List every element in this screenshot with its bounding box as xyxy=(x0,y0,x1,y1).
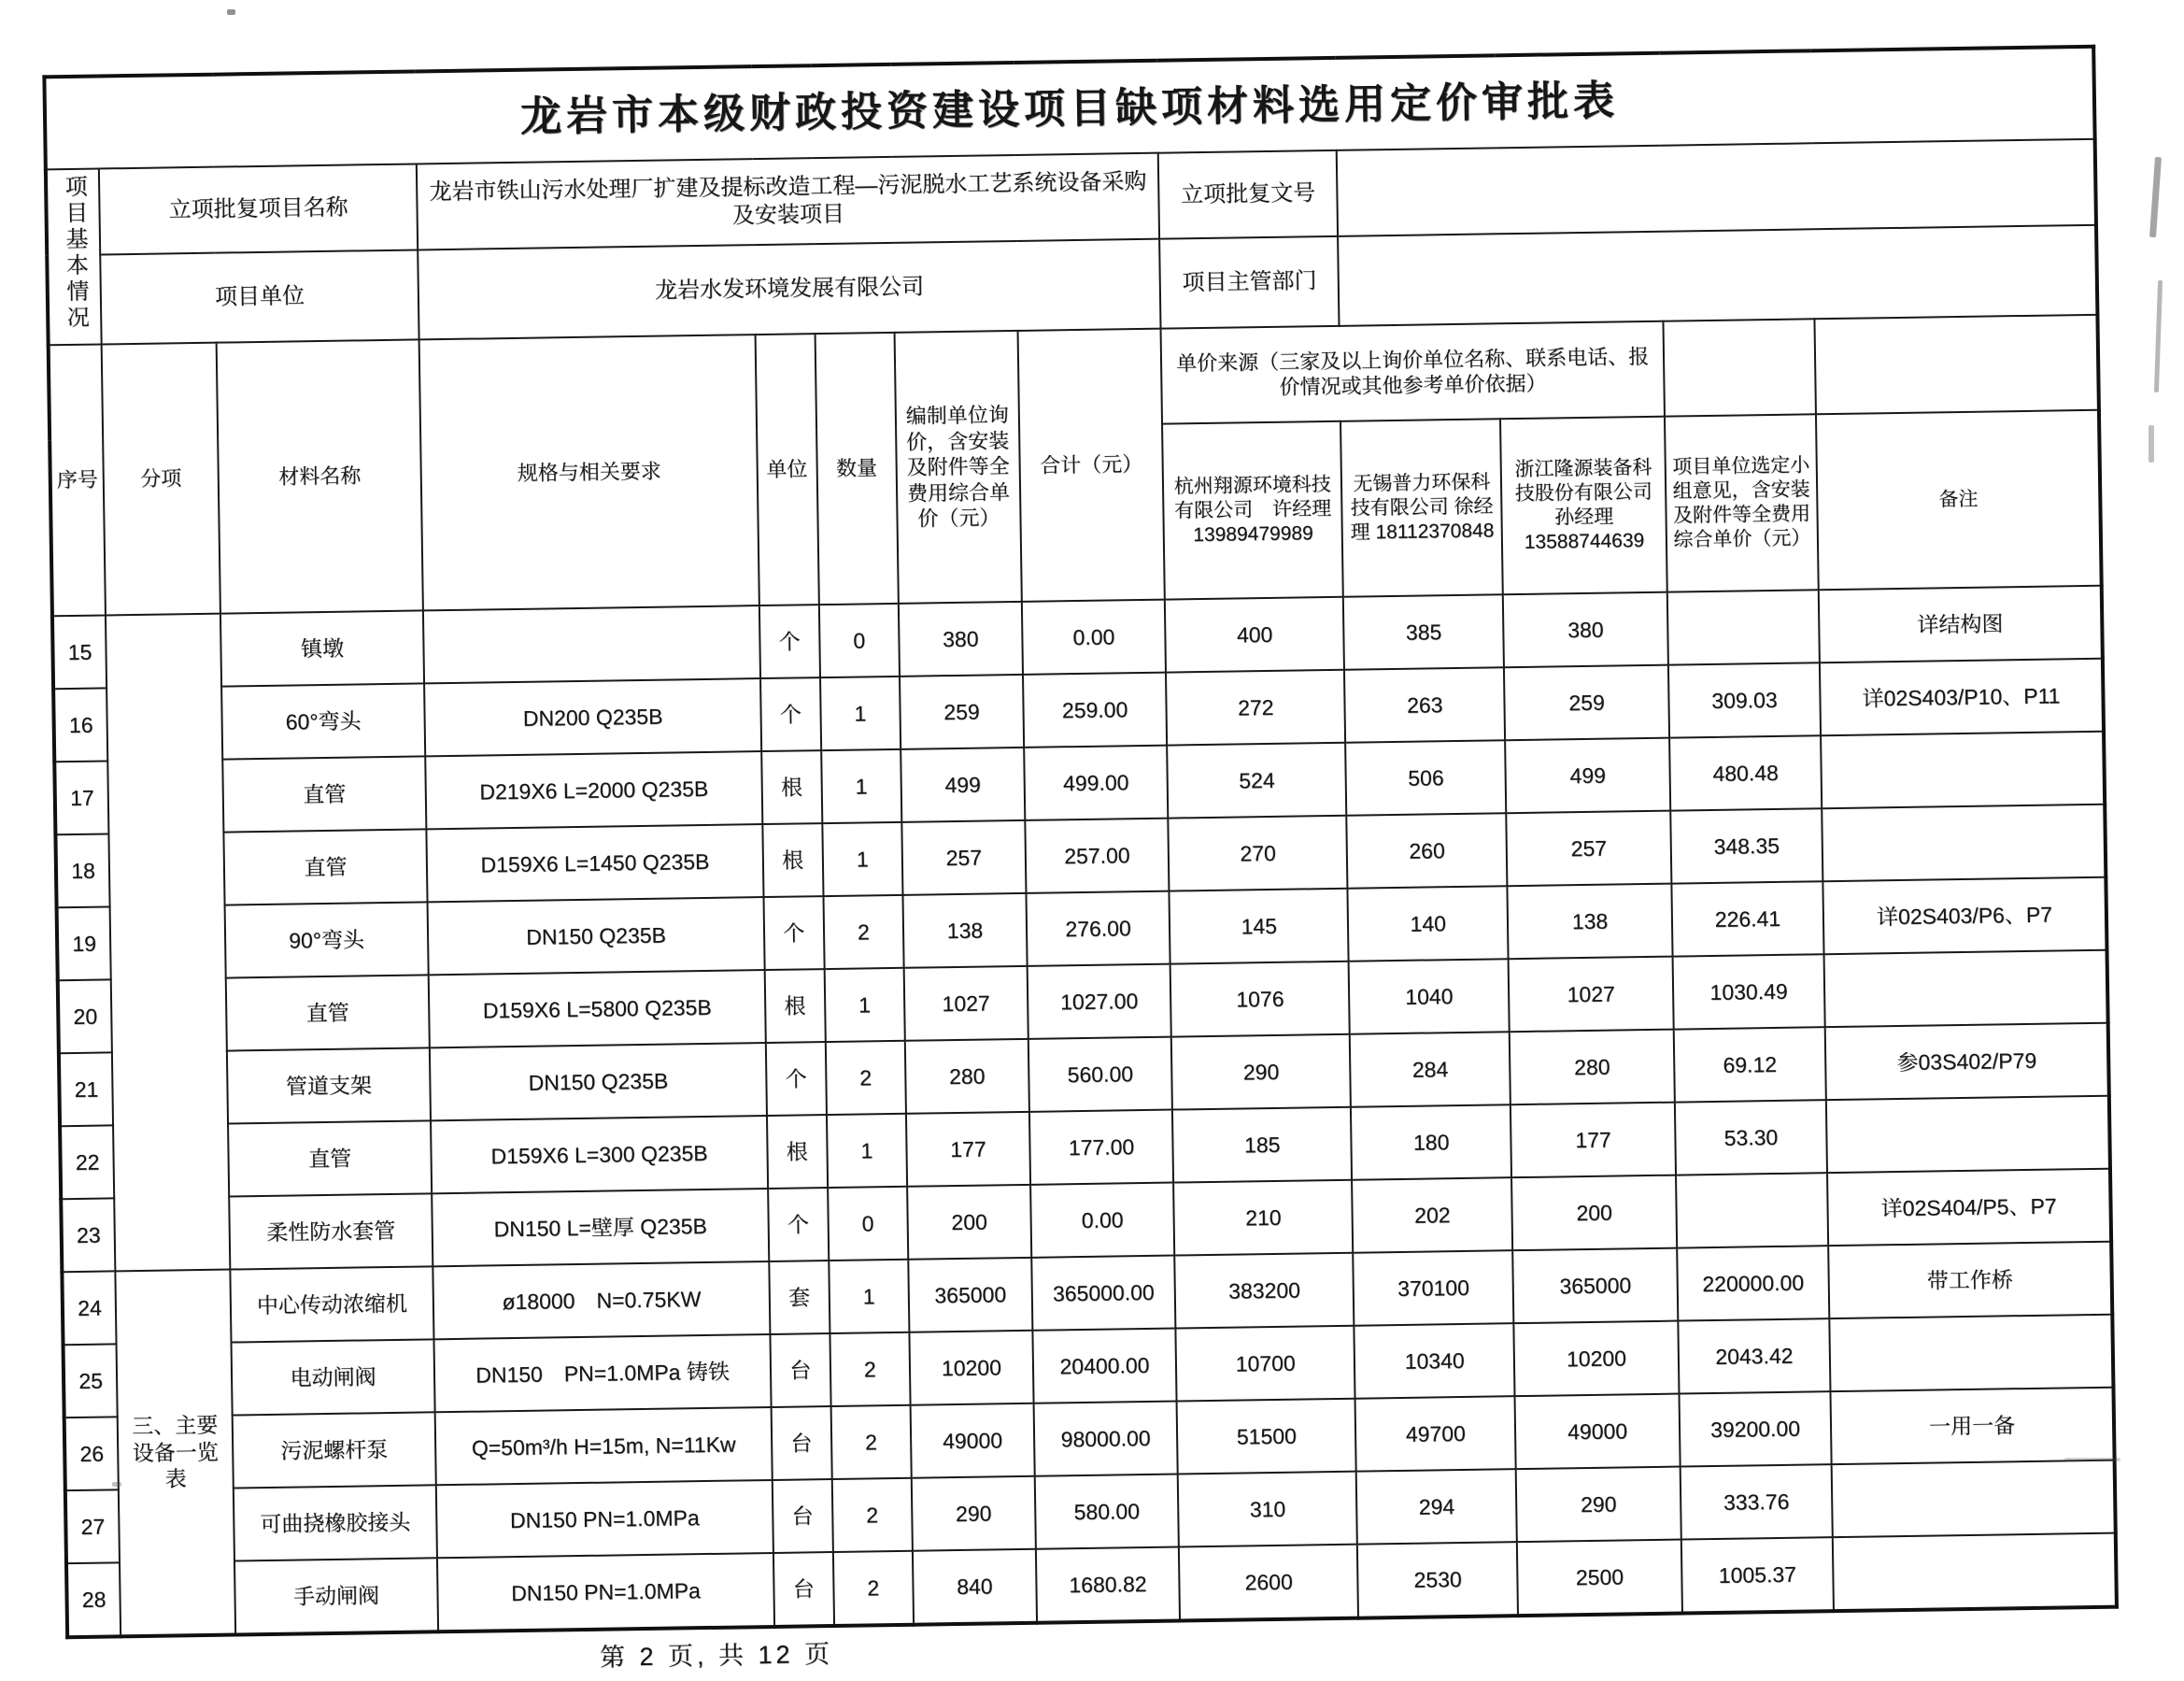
cell-total: 1680.82 xyxy=(1036,1547,1181,1623)
cell-quote3: 499 xyxy=(1505,738,1670,814)
cell-unit: 个 xyxy=(760,677,821,751)
cell-spec: D159X6 L=1450 Q235B xyxy=(426,824,763,902)
cell-material: 电动闸阀 xyxy=(231,1339,434,1415)
scan-artifact xyxy=(2154,280,2163,392)
col-header-unit: 单位 xyxy=(755,334,818,605)
cell-quote1: 51500 xyxy=(1177,1399,1356,1474)
side-label-project-basic-info xyxy=(46,169,102,346)
cell-material: 手动闸阀 xyxy=(234,1558,438,1634)
cell-quote1: 270 xyxy=(1169,816,1348,891)
scan-artifact xyxy=(2064,1458,2120,1461)
cell-total: 177.00 xyxy=(1029,1110,1174,1185)
cell-qty: 1 xyxy=(827,1114,908,1188)
col-header-supplier2: 无锡普力环保科技有限公司 徐经理 18112370848 xyxy=(1340,419,1503,597)
col-header-total: 合计（元） xyxy=(1017,329,1165,602)
cell-no: 18 xyxy=(55,833,109,907)
cell-quote1: 310 xyxy=(1178,1472,1357,1547)
cell-selected: 348.35 xyxy=(1670,808,1822,883)
cell-price: 280 xyxy=(905,1039,1029,1114)
cell-material: 可曲挠橡胶接头 xyxy=(234,1485,437,1560)
cell-no: 21 xyxy=(59,1052,113,1126)
cell-qty: 2 xyxy=(823,895,904,969)
cell-quote2: 294 xyxy=(1356,1469,1517,1545)
scan-artifact xyxy=(112,1482,121,1487)
approval-no-label: 立项批复文号 xyxy=(1158,150,1338,239)
cell-quote2: 49700 xyxy=(1355,1396,1516,1472)
cell-selected: 480.48 xyxy=(1669,735,1822,810)
cell-price: 499 xyxy=(901,748,1025,822)
cell-total: 365000.00 xyxy=(1031,1256,1176,1331)
cell-spec: DN150 Q235B xyxy=(430,1043,767,1120)
cell-quote3: 138 xyxy=(1508,884,1673,960)
header-spacer-remark xyxy=(1815,315,2099,414)
project-unit-label: 项目单位 xyxy=(100,249,418,344)
cell-remark: 参03S402/P79 xyxy=(1825,1023,2109,1100)
cell-unit: 个 xyxy=(768,1188,829,1261)
cell-no: 26 xyxy=(64,1417,119,1490)
cell-unit: 台 xyxy=(773,1479,833,1553)
cell-material: 管道支架 xyxy=(227,1047,431,1123)
cell-unit: 台 xyxy=(773,1552,834,1627)
cell-price: 200 xyxy=(907,1185,1031,1260)
cell-unit: 台 xyxy=(772,1406,832,1480)
cell-remark xyxy=(1832,1460,2116,1537)
cell-subitem-blank xyxy=(106,614,230,1272)
cell-remark xyxy=(1833,1533,2117,1611)
cell-quote1: 524 xyxy=(1167,743,1346,819)
cell-selected: 53.30 xyxy=(1675,1100,1827,1175)
cell-price: 257 xyxy=(901,820,1026,895)
cell-quote1: 400 xyxy=(1165,597,1344,673)
cell-qty: 2 xyxy=(830,1332,911,1406)
cell-material: 镇墩 xyxy=(220,610,424,686)
cell-unit: 根 xyxy=(765,969,826,1043)
cell-remark: 详02S404/P5、P7 xyxy=(1827,1169,2111,1246)
cell-remark xyxy=(1822,805,2106,881)
cell-spec: DN150 PN=1.0MPa xyxy=(437,1553,774,1631)
cell-spec: Q=50m³/h H=15m, N=11Kw xyxy=(435,1407,773,1485)
cell-material: 90°弯头 xyxy=(224,902,428,977)
cell-unit: 台 xyxy=(770,1333,830,1407)
cell-price: 177 xyxy=(906,1112,1030,1187)
approval-form-table xyxy=(42,45,2119,1639)
cell-price: 259 xyxy=(900,675,1024,749)
cell-no: 20 xyxy=(58,979,112,1053)
cell-quote1: 290 xyxy=(1171,1034,1351,1110)
cell-spec: D159X6 L=5800 Q235B xyxy=(429,970,766,1047)
cell-total: 499.00 xyxy=(1024,746,1169,820)
cell-spec xyxy=(423,605,760,683)
col-header-no: 序号 xyxy=(49,344,106,616)
cell-quote2: 263 xyxy=(1344,667,1505,743)
cell-quote3: 200 xyxy=(1511,1175,1677,1251)
page-footer: 第 2 页, 共 12 页 xyxy=(599,1640,834,1672)
cell-qty: 1 xyxy=(821,749,902,823)
cell-qty: 1 xyxy=(824,968,905,1042)
cell-qty: 2 xyxy=(825,1041,906,1115)
cell-quote2: 10340 xyxy=(1354,1323,1515,1399)
cell-quote2: 370100 xyxy=(1353,1250,1513,1326)
cell-no: 19 xyxy=(57,906,111,980)
cell-no: 17 xyxy=(54,761,108,834)
cell-spec: DN200 Q235B xyxy=(424,678,761,756)
cell-selected: 1030.49 xyxy=(1672,954,1824,1029)
cell-remark: 一用一备 xyxy=(1831,1388,2115,1464)
approval-no-value xyxy=(1337,139,2096,236)
cell-total: 257.00 xyxy=(1025,819,1170,893)
cell-material: 污泥螺杆泵 xyxy=(233,1412,436,1488)
cell-material: 直管 xyxy=(226,975,430,1050)
cell-material: 柔性防水套管 xyxy=(229,1193,433,1269)
cell-selected: 69.12 xyxy=(1674,1027,1826,1102)
col-header-spec: 规格与相关要求 xyxy=(419,335,759,610)
project-unit-value: 龙岩水发环境发展有限公司 xyxy=(418,239,1161,340)
cell-no: 23 xyxy=(61,1198,115,1272)
cell-quote2: 506 xyxy=(1345,740,1506,816)
cell-unit: 根 xyxy=(762,823,823,897)
cell-subitem-section: 三、主要设备一览表 xyxy=(115,1270,235,1637)
cell-quote1: 145 xyxy=(1170,889,1349,964)
cell-selected: 220000.00 xyxy=(1677,1246,1829,1320)
cell-remark xyxy=(1824,950,2108,1027)
cell-quote3: 380 xyxy=(1503,592,1668,668)
col-header-price: 编制单位询价，含安装及附件等全费用综合单价（元） xyxy=(895,331,1022,604)
cell-quote2: 385 xyxy=(1343,594,1504,670)
cell-selected xyxy=(1676,1173,1828,1247)
col-header-qty: 数量 xyxy=(815,333,899,605)
cell-unit: 根 xyxy=(761,750,822,824)
cell-selected xyxy=(1667,590,1820,664)
cell-remark: 详02S403/P6、P7 xyxy=(1823,877,2107,954)
cell-selected: 39200.00 xyxy=(1679,1391,1831,1466)
project-name-value: 龙岩市铁山污水处理厂扩建及提标改造工程—污泥脱水工艺系统设备采购及安装项目 xyxy=(417,153,1159,250)
cell-material: 直管 xyxy=(223,829,427,905)
cell-price: 10200 xyxy=(910,1331,1034,1405)
cell-no: 24 xyxy=(62,1271,116,1345)
cell-remark xyxy=(1821,732,2105,808)
col-header-supplier1: 杭州翔源环境科技有限公司 许经理 13989479989 xyxy=(1162,421,1343,600)
cell-quote2: 284 xyxy=(1350,1032,1510,1107)
cell-quote2: 202 xyxy=(1352,1177,1512,1253)
cell-unit: 个 xyxy=(759,605,820,678)
col-header-remark: 备注 xyxy=(1816,410,2102,590)
page-title: 龙岩市本级财政投资建设项目缺项材料选用定价审批表 xyxy=(44,47,2094,170)
cell-unit: 套 xyxy=(769,1261,830,1334)
cell-quote3: 10200 xyxy=(1514,1321,1680,1397)
cell-total: 276.00 xyxy=(1026,891,1170,966)
cell-quote3: 257 xyxy=(1507,811,1672,887)
scan-artifact xyxy=(2149,425,2154,463)
cell-selected: 309.03 xyxy=(1668,662,1821,737)
cell-qty: 1 xyxy=(820,677,901,750)
scan-artifact xyxy=(227,9,235,15)
cell-remark: 带工作桥 xyxy=(1828,1242,2112,1318)
cell-quote3: 280 xyxy=(1510,1030,1675,1105)
col-header-material: 材料名称 xyxy=(217,339,423,613)
side-label-text: 项目基本情况 xyxy=(60,174,89,333)
cell-quote3: 2500 xyxy=(1517,1540,1682,1617)
cell-price: 840 xyxy=(913,1549,1037,1625)
project-name-label: 立项批复项目名称 xyxy=(99,164,418,254)
cell-qty: 2 xyxy=(832,1551,914,1626)
col-header-supplier3: 浙江隆源装备科技股份有限公司 孙经理 13588744639 xyxy=(1500,417,1666,595)
cell-spec: ø18000 N=0.75KW xyxy=(433,1261,770,1339)
cell-no: 16 xyxy=(53,688,107,762)
cell-qty: 1 xyxy=(822,822,903,896)
col-header-price-source: 单价来源（三家及以上询价单位名称、联系电话、报价情况或其他参考单价依据） xyxy=(1161,321,1665,424)
cell-quote2: 180 xyxy=(1351,1104,1511,1180)
cell-price: 290 xyxy=(912,1476,1036,1551)
cell-total: 98000.00 xyxy=(1033,1402,1178,1476)
cell-price: 1027 xyxy=(904,966,1028,1041)
cell-quote2: 2530 xyxy=(1357,1542,1518,1618)
cell-total: 0.00 xyxy=(1022,600,1167,675)
cell-total: 1027.00 xyxy=(1027,964,1171,1039)
cell-quote3: 49000 xyxy=(1515,1394,1681,1470)
cell-remark: 详结构图 xyxy=(1819,586,2103,662)
cell-quote3: 259 xyxy=(1504,665,1669,741)
cell-unit: 个 xyxy=(766,1042,827,1116)
cell-spec: DN150 L=壁厚 Q235B xyxy=(432,1189,769,1266)
cell-price: 380 xyxy=(899,602,1023,677)
cell-selected: 333.76 xyxy=(1680,1464,1832,1539)
col-header-selected-price: 项目单位选定小组意见，含安装及附件等全费用综合单价（元） xyxy=(1665,414,1819,591)
cell-material: 直管 xyxy=(222,756,426,832)
header-spacer-selected xyxy=(1663,319,1816,416)
cell-quote3: 290 xyxy=(1516,1467,1681,1543)
cell-unit: 个 xyxy=(763,896,824,970)
cell-no: 22 xyxy=(60,1125,114,1199)
cell-quote1: 272 xyxy=(1166,670,1345,746)
cell-material: 直管 xyxy=(228,1120,432,1196)
cell-remark: 详02S403/P10、P11 xyxy=(1820,659,2104,735)
cell-material: 中心传动浓缩机 xyxy=(230,1266,433,1342)
cell-total: 0.00 xyxy=(1030,1183,1175,1258)
cell-unit: 根 xyxy=(767,1115,828,1189)
scan-artifact xyxy=(2149,157,2162,237)
cell-no: 25 xyxy=(64,1344,118,1417)
cell-total: 20400.00 xyxy=(1032,1329,1177,1403)
cell-quote3: 177 xyxy=(1510,1103,1676,1178)
cell-qty: 0 xyxy=(818,604,900,677)
cell-quote2: 1040 xyxy=(1349,959,1510,1034)
cell-quote1: 210 xyxy=(1173,1180,1353,1256)
cell-selected: 1005.37 xyxy=(1681,1537,1834,1613)
scanned-document-page xyxy=(42,45,2119,1681)
cell-selected: 2043.42 xyxy=(1678,1318,1830,1393)
cell-price: 49000 xyxy=(911,1403,1035,1478)
cell-spec: DN150 PN=1.0MPa xyxy=(436,1480,773,1558)
cell-material: 60°弯头 xyxy=(221,683,425,759)
cell-spec: D159X6 L=300 Q235B xyxy=(431,1116,768,1193)
cell-quote1: 1076 xyxy=(1170,962,1350,1037)
cell-spec: DN150 Q235B xyxy=(428,897,765,975)
cell-quote1: 10700 xyxy=(1176,1326,1355,1402)
cell-quote2: 140 xyxy=(1348,886,1509,962)
cell-total: 580.00 xyxy=(1034,1474,1179,1549)
cell-price: 138 xyxy=(903,893,1028,968)
cell-spec: D219X6 L=2000 Q235B xyxy=(425,751,762,829)
cell-quote3: 1027 xyxy=(1509,957,1674,1033)
cell-selected: 226.41 xyxy=(1671,881,1823,956)
cell-qty: 1 xyxy=(829,1260,910,1333)
cell-quote1: 2600 xyxy=(1179,1545,1358,1621)
cell-qty: 0 xyxy=(828,1187,909,1261)
dept-label: 项目主管部门 xyxy=(1159,236,1339,329)
cell-total: 259.00 xyxy=(1023,673,1168,748)
cell-quote1: 383200 xyxy=(1175,1253,1354,1329)
cell-price: 365000 xyxy=(908,1258,1032,1332)
cell-total: 560.00 xyxy=(1028,1037,1173,1112)
dept-value xyxy=(1338,225,2097,326)
cell-no: 27 xyxy=(65,1489,120,1563)
cell-qty: 2 xyxy=(831,1478,913,1552)
cell-quote2: 260 xyxy=(1346,813,1507,889)
cell-no: 28 xyxy=(66,1562,121,1637)
cell-no: 15 xyxy=(52,615,106,689)
cell-spec: DN150 PN=1.0MPa 铸铁 xyxy=(434,1334,772,1412)
cell-qty: 2 xyxy=(830,1405,912,1479)
cell-quote1: 185 xyxy=(1172,1107,1352,1183)
cell-remark xyxy=(1829,1315,2113,1391)
col-header-subitem: 分项 xyxy=(102,343,220,616)
cell-quote3: 365000 xyxy=(1512,1248,1678,1324)
cell-remark xyxy=(1826,1096,2110,1173)
